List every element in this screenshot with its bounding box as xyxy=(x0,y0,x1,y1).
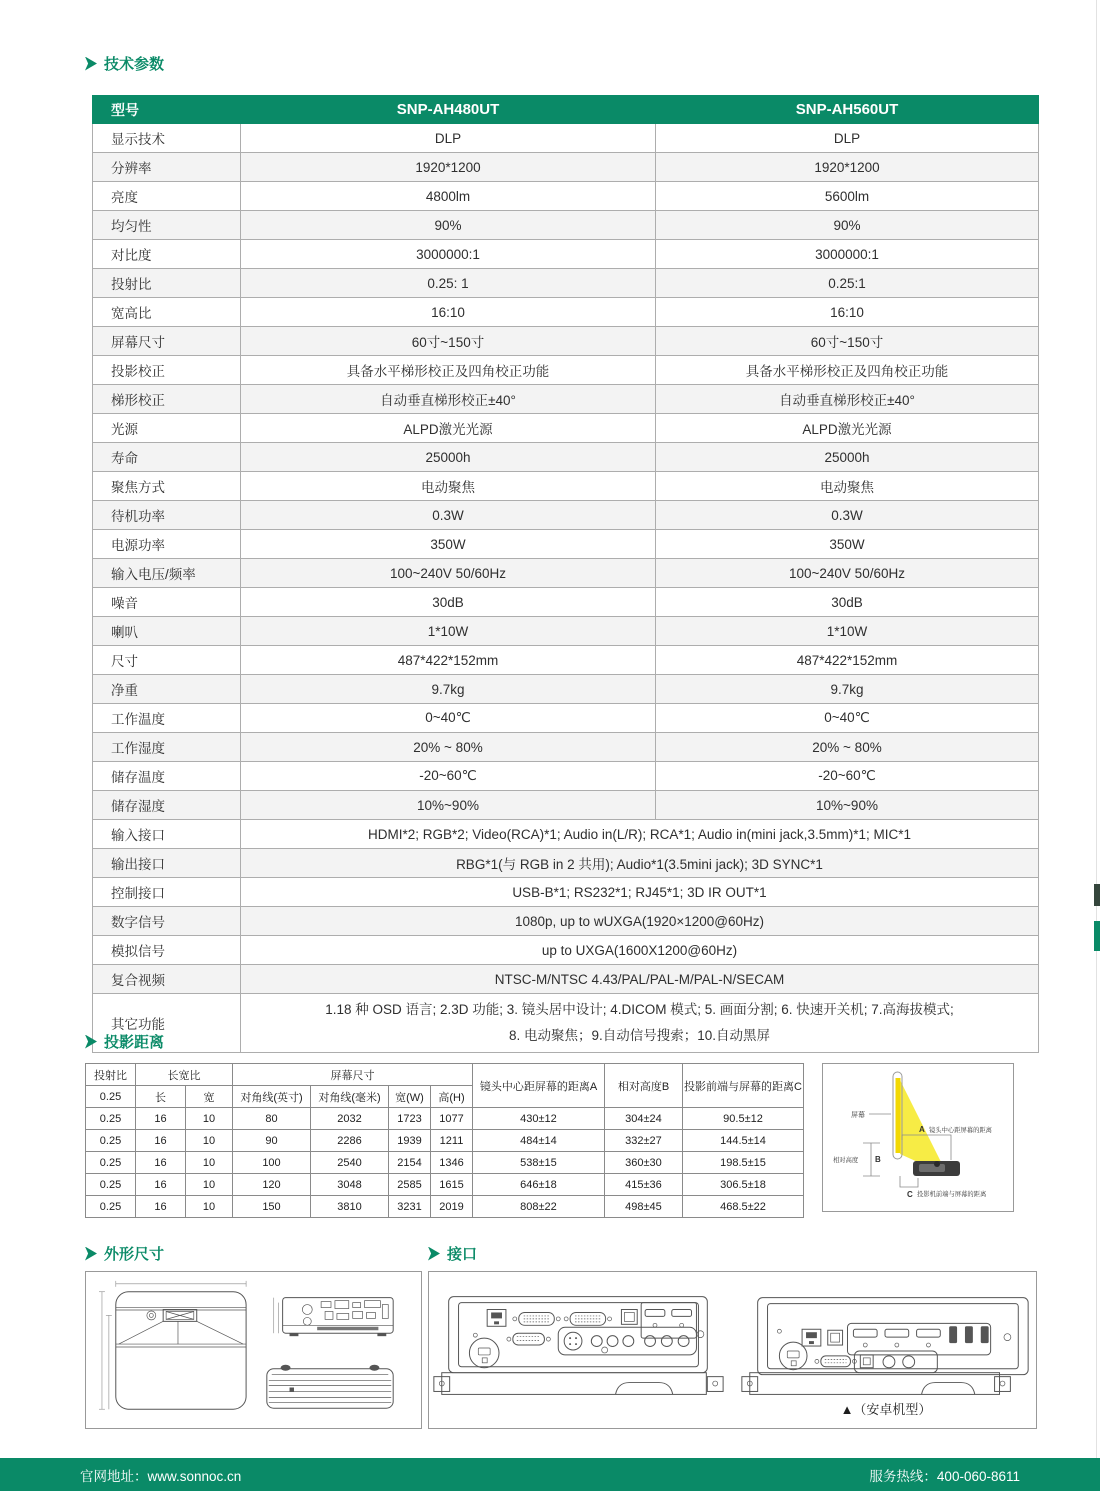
dist-cell: 100 xyxy=(233,1152,311,1174)
spec-value-cell: RBG*1(与 RGB in 2 共用); Audio*1(3.5mini jack); 3D SYNC*1 xyxy=(241,849,1039,878)
spec-label-cell: 控制接口 xyxy=(93,878,241,907)
android-model-caption: ▲（安卓机型） xyxy=(840,1402,932,1417)
av-jacks-group xyxy=(558,1327,696,1355)
dist-cell: 16 xyxy=(136,1108,186,1130)
spec-label-cell: 储存湿度 xyxy=(93,791,241,820)
dist-cell: 90 xyxy=(233,1130,311,1152)
dist-cell: 306.5±18 xyxy=(683,1174,804,1196)
spec-header-model-label: 型号 xyxy=(93,96,241,124)
spec-label-cell: 工作温度 xyxy=(93,704,241,733)
spec-value-cell: 10%~90% xyxy=(656,791,1039,820)
section-tech-label: 技术参数 xyxy=(104,56,165,73)
spec-value-cell: 0.3W xyxy=(241,501,656,530)
spec-row xyxy=(93,675,1039,704)
other-functions-line1: 1.18 种 OSD 语言; 2.3D 功能; 3. 镜头居中设计; 4.DICOM 模式; 5. 画面分割; 6. 快速开关机; 7.高海拔模式; xyxy=(325,1002,954,1018)
hdmi-group xyxy=(641,1303,696,1339)
hdmi-usb-group xyxy=(847,1323,1010,1355)
spec-row-span xyxy=(93,965,1039,994)
dist-cell: 10 xyxy=(186,1130,233,1152)
spec-value-cell: 具备水平梯形校正及四角校正功能 xyxy=(656,356,1039,385)
spec-label-cell: 电源功率 xyxy=(93,530,241,559)
spec-value-cell: 487*422*152mm xyxy=(656,646,1039,675)
spec-header-model-1: SNP-AH480UT xyxy=(241,96,656,124)
spec-table xyxy=(92,95,1039,1053)
spec-value-cell: NTSC-M/NTSC 4.43/PAL/PAL-M/PAL-N/SECAM xyxy=(241,965,1039,994)
spec-label-cell: 屏幕尺寸 xyxy=(93,327,241,356)
spec-value-cell: 90% xyxy=(656,211,1039,240)
screen-label: 屏幕 xyxy=(851,1112,865,1119)
spec-row-span xyxy=(93,849,1039,878)
vga-port-icon xyxy=(564,1312,611,1325)
spec-row xyxy=(93,704,1039,733)
spec-value-cell: ALPD激光光源 xyxy=(241,414,656,443)
dist-cell: 144.5±14 xyxy=(683,1130,804,1152)
kensington-lock-icon xyxy=(469,1338,499,1368)
dist-cell: 10 xyxy=(186,1152,233,1174)
page-edge-mark-dark xyxy=(1094,884,1100,906)
dist-cell: 484±14 xyxy=(473,1130,605,1152)
dist-cell: 0.25 xyxy=(86,1130,136,1152)
spec-value-cell: DLP xyxy=(656,124,1039,153)
spec-value-cell: 3000000:1 xyxy=(241,240,656,269)
dist-data-row xyxy=(86,1152,804,1174)
dist-data-row xyxy=(86,1174,804,1196)
dist-cell: 16 xyxy=(136,1130,186,1152)
spec-value-cell: 25000h xyxy=(656,443,1039,472)
footer-bar xyxy=(0,1458,1100,1491)
spec-label-cell: 其它功能 xyxy=(93,994,241,1053)
dist-cell: 1077 xyxy=(431,1108,473,1130)
dist-cell: 长宽比 xyxy=(136,1064,233,1086)
spec-value-cell: 1*10W xyxy=(656,617,1039,646)
spec-row xyxy=(93,356,1039,385)
dist-cell: 2540 xyxy=(311,1152,389,1174)
audio-group xyxy=(854,1351,937,1373)
dist-cell: 0.25 xyxy=(86,1196,136,1218)
dist-cell: 16 xyxy=(136,1196,186,1218)
section-arrow-icon xyxy=(85,1035,97,1049)
dist-cell: 10 xyxy=(186,1108,233,1130)
spec-row-span xyxy=(93,936,1039,965)
dimension-lines xyxy=(99,1281,246,1409)
dist-cell: 1723 xyxy=(389,1108,431,1130)
spec-value-cell: 10%~90% xyxy=(241,791,656,820)
spec-label-cell: 光源 xyxy=(93,414,241,443)
spec-row xyxy=(93,762,1039,791)
spec-value-cell: 60寸~150寸 xyxy=(241,327,656,356)
spec-row xyxy=(93,182,1039,211)
distance-table xyxy=(85,1063,804,1218)
spec-row xyxy=(93,298,1039,327)
spec-row xyxy=(93,530,1039,559)
spec-label-cell: 显示技术 xyxy=(93,124,241,153)
spec-label-cell: 工作湿度 xyxy=(93,733,241,762)
spec-label-cell: 数字信号 xyxy=(93,907,241,936)
dist-cell: 0.25 xyxy=(86,1174,136,1196)
spec-row xyxy=(93,240,1039,269)
dist-cell: 3231 xyxy=(389,1196,431,1218)
dist-cell: 0.25 xyxy=(86,1086,136,1108)
dist-cell: 宽(W) xyxy=(389,1086,431,1108)
spec-value-cell: 25000h xyxy=(241,443,656,472)
spec-value-cell: 自动垂直梯形校正±40° xyxy=(656,385,1039,414)
vga-port-icon xyxy=(513,1312,560,1325)
spec-value-cell: up to UXGA(1600X1200@60Hz) xyxy=(241,936,1039,965)
c-text: 投影机前端与屏幕的距离 xyxy=(917,1191,987,1198)
spec-value-cell: 16:10 xyxy=(241,298,656,327)
rj45-port-icon xyxy=(802,1329,821,1346)
rj45-port-icon xyxy=(487,1310,506,1327)
section-tech-title xyxy=(85,53,164,74)
serial-db9-port-icon xyxy=(815,1356,856,1367)
spec-value-cell: 0.25: 1 xyxy=(241,269,656,298)
spec-value-cell: 100~240V 50/60Hz xyxy=(241,559,656,588)
dist-cell: 16 xyxy=(136,1152,186,1174)
dist-cell: 90.5±12 xyxy=(683,1108,804,1130)
spec-value-cell: -20~60℃ xyxy=(656,762,1039,791)
spec-row xyxy=(93,327,1039,356)
a-label: A xyxy=(919,1125,925,1134)
spec-value-cell: 3000000:1 xyxy=(656,240,1039,269)
page-edge-line xyxy=(1096,0,1097,1458)
spec-value-cell: DLP xyxy=(241,124,656,153)
spec-value-cell: 0.3W xyxy=(656,501,1039,530)
dist-cell: 3048 xyxy=(311,1174,389,1196)
dist-cell: 430±12 xyxy=(473,1108,605,1130)
spec-row-other xyxy=(93,994,1039,1053)
spec-value-cell: 0.25:1 xyxy=(656,269,1039,298)
dist-cell: 1939 xyxy=(389,1130,431,1152)
dist-cell: 0.25 xyxy=(86,1108,136,1130)
dist-cell: 2019 xyxy=(431,1196,473,1218)
spec-value-cell: 9.7kg xyxy=(241,675,656,704)
usb-b-port-icon xyxy=(828,1330,843,1345)
spec-row xyxy=(93,472,1039,501)
dist-cell: 2154 xyxy=(389,1152,431,1174)
spec-value-cell: 电动聚焦 xyxy=(241,472,656,501)
spec-label-cell: 均匀性 xyxy=(93,211,241,240)
spec-header-row xyxy=(93,96,1039,124)
spec-row xyxy=(93,414,1039,443)
dist-cell: 80 xyxy=(233,1108,311,1130)
dist-cell: 3810 xyxy=(311,1196,389,1218)
spec-row xyxy=(93,153,1039,182)
dist-cell: 498±45 xyxy=(605,1196,683,1218)
dist-cell: 镜头中心距屏幕的距离A xyxy=(473,1064,605,1108)
spec-value-cell: 具备水平梯形校正及四角校正功能 xyxy=(241,356,656,385)
spec-label-cell: 聚焦方式 xyxy=(93,472,241,501)
dist-data-row xyxy=(86,1196,804,1218)
spec-value-cell: 1*10W xyxy=(241,617,656,646)
dist-cell: 538±15 xyxy=(473,1152,605,1174)
io-panel-android xyxy=(742,1298,1028,1395)
b-text: 相对高度 xyxy=(833,1157,859,1164)
spec-value-cell: 9.7kg xyxy=(656,675,1039,704)
dist-data-row xyxy=(86,1130,804,1152)
spec-label-cell: 寿命 xyxy=(93,443,241,472)
dist-cell: 10 xyxy=(186,1196,233,1218)
dist-cell: 332±27 xyxy=(605,1130,683,1152)
spec-value-cell: 350W xyxy=(241,530,656,559)
dist-cell: 304±24 xyxy=(605,1108,683,1130)
spec-value-cell: 16:10 xyxy=(656,298,1039,327)
dist-cell: 屏幕尺寸 xyxy=(233,1064,473,1086)
spec-value-cell: 0~40℃ xyxy=(241,704,656,733)
spec-label-cell: 尺寸 xyxy=(93,646,241,675)
spec-row xyxy=(93,588,1039,617)
dist-cell: 360±30 xyxy=(605,1152,683,1174)
interfaces-drawing xyxy=(428,1271,1037,1429)
dist-cell: 2032 xyxy=(311,1108,389,1130)
spec-value-cell: 60寸~150寸 xyxy=(656,327,1039,356)
dist-cell: 646±18 xyxy=(473,1174,605,1196)
dist-cell: 10 xyxy=(186,1174,233,1196)
spec-value-cell xyxy=(241,994,1039,1053)
section-distance-label: 投影距离 xyxy=(104,1034,165,1051)
spec-row xyxy=(93,269,1039,298)
dist-cell: 投射比 xyxy=(86,1064,136,1086)
spec-value-cell: HDMI*2; RGB*2; Video(RCA)*1; Audio in(L/R); RCA*1; Audio in(mini jack,3.5mm)*1; MIC*1 xyxy=(241,820,1039,849)
spec-value-cell: 487*422*152mm xyxy=(241,646,656,675)
footer-hotline: 服务热线：400-060-8611 xyxy=(869,1468,1020,1484)
dist-cell: 150 xyxy=(233,1196,311,1218)
spec-row xyxy=(93,617,1039,646)
spec-value-cell: 20% ~ 80% xyxy=(241,733,656,762)
spec-label-cell: 投射比 xyxy=(93,269,241,298)
dist-cell: 198.5±15 xyxy=(683,1152,804,1174)
footer-website: 官网地址：www.sonnoc.cn xyxy=(80,1468,242,1484)
spec-label-cell: 对比度 xyxy=(93,240,241,269)
io-panel-standard xyxy=(434,1297,723,1395)
spec-value-cell: 30dB xyxy=(656,588,1039,617)
dist-data-row xyxy=(86,1108,804,1130)
spec-row xyxy=(93,211,1039,240)
other-functions-line2: 8. 电动聚焦；9.自动信号搜索；10.自动黑屏 xyxy=(508,1028,771,1043)
dist-cell: 相对高度B xyxy=(605,1064,683,1108)
section-arrow-icon xyxy=(85,57,97,71)
spec-label-cell: 输入接口 xyxy=(93,820,241,849)
projector-front-view xyxy=(267,1365,393,1408)
dist-cell: 16 xyxy=(136,1174,186,1196)
spec-header-model-2: SNP-AH560UT xyxy=(656,96,1039,124)
spec-value-cell: 30dB xyxy=(241,588,656,617)
c-label: C xyxy=(907,1190,913,1199)
spec-label-cell: 储存温度 xyxy=(93,762,241,791)
spec-value-cell: 0~40℃ xyxy=(656,704,1039,733)
spec-label-cell: 净重 xyxy=(93,675,241,704)
section-arrow-icon xyxy=(428,1247,440,1261)
spec-label-cell: 投影校正 xyxy=(93,356,241,385)
spec-label-cell: 输出接口 xyxy=(93,849,241,878)
spec-value-cell: 4800lm xyxy=(241,182,656,211)
screw-icon xyxy=(777,1329,781,1333)
spec-row xyxy=(93,646,1039,675)
dist-cell: 宽 xyxy=(186,1086,233,1108)
spec-row-span xyxy=(93,878,1039,907)
projector-top-view xyxy=(116,1292,246,1409)
spec-label-cell: 复合视频 xyxy=(93,965,241,994)
dist-cell: 2286 xyxy=(311,1130,389,1152)
dist-cell: 投影前端与屏幕的距离C xyxy=(683,1064,804,1108)
spec-row xyxy=(93,733,1039,762)
spec-label-cell: 输入电压/频率 xyxy=(93,559,241,588)
spec-value-cell: 1920*1200 xyxy=(656,153,1039,182)
dist-cell: 对角线(毫米) xyxy=(311,1086,389,1108)
dist-cell: 1615 xyxy=(431,1174,473,1196)
spec-value-cell: 自动垂直梯形校正±40° xyxy=(241,385,656,414)
spec-value-cell: USB-B*1; RS232*1; RJ45*1; 3D IR OUT*1 xyxy=(241,878,1039,907)
spec-value-cell: 1920*1200 xyxy=(241,153,656,182)
spec-label-cell: 亮度 xyxy=(93,182,241,211)
dist-cell: 808±22 xyxy=(473,1196,605,1218)
usb-b-port-icon xyxy=(621,1310,637,1325)
section-distance-title xyxy=(85,1031,164,1052)
spec-label-cell: 宽高比 xyxy=(93,298,241,327)
dist-header-row1 xyxy=(86,1064,804,1086)
a-text: 镜头中心距屏幕的距离 xyxy=(929,1127,992,1134)
spec-value-cell: 100~240V 50/60Hz xyxy=(656,559,1039,588)
dist-cell: 1211 xyxy=(431,1130,473,1152)
spec-label-cell: 梯形校正 xyxy=(93,385,241,414)
dist-cell: 120 xyxy=(233,1174,311,1196)
spec-value-cell: ALPD激光光源 xyxy=(656,414,1039,443)
projector-shape xyxy=(913,1161,960,1176)
dist-cell: 468.5±22 xyxy=(683,1196,804,1218)
distance-diagram xyxy=(822,1063,1014,1212)
spec-label-cell: 模拟信号 xyxy=(93,936,241,965)
spec-value-cell: 5600lm xyxy=(656,182,1039,211)
section-arrow-icon xyxy=(85,1247,97,1261)
spec-value-cell: 1080p, up to wUXGA(1920×1200@60Hz) xyxy=(241,907,1039,936)
serial-db9-port-icon xyxy=(507,1333,550,1345)
section-interfaces-label: 接口 xyxy=(447,1246,478,1263)
spec-row xyxy=(93,559,1039,588)
spec-value-cell: 电动聚焦 xyxy=(656,472,1039,501)
spec-label-cell: 喇叭 xyxy=(93,617,241,646)
page-edge-mark-green xyxy=(1094,921,1100,951)
spec-value-cell: 90% xyxy=(241,211,656,240)
spec-row xyxy=(93,791,1039,820)
dist-cell: 对角线(英寸) xyxy=(233,1086,311,1108)
spec-row xyxy=(93,443,1039,472)
spec-label-cell: 待机功率 xyxy=(93,501,241,530)
section-interfaces-title xyxy=(428,1243,477,1264)
dist-cell: 0.25 xyxy=(86,1152,136,1174)
section-dimensions-title xyxy=(85,1243,164,1264)
spec-row xyxy=(93,385,1039,414)
b-label: B xyxy=(875,1155,881,1164)
dist-cell: 2585 xyxy=(389,1174,431,1196)
spec-label-cell: 噪音 xyxy=(93,588,241,617)
spec-value-cell: 350W xyxy=(656,530,1039,559)
dist-cell: 高(H) xyxy=(431,1086,473,1108)
dist-cell: 1346 xyxy=(431,1152,473,1174)
spec-row-span xyxy=(93,820,1039,849)
spec-row-span xyxy=(93,907,1039,936)
spec-row xyxy=(93,501,1039,530)
screw-icon xyxy=(473,1333,477,1337)
dimensions-drawing xyxy=(85,1271,422,1429)
spec-row xyxy=(93,124,1039,153)
dist-cell: 长 xyxy=(136,1086,186,1108)
spec-value-cell: -20~60℃ xyxy=(241,762,656,791)
spec-label-cell: 分辨率 xyxy=(93,153,241,182)
projector-side-view xyxy=(274,1298,393,1337)
dist-cell: 415±36 xyxy=(605,1174,683,1196)
section-dimensions-label: 外形尺寸 xyxy=(104,1246,165,1263)
spec-value-cell: 20% ~ 80% xyxy=(656,733,1039,762)
